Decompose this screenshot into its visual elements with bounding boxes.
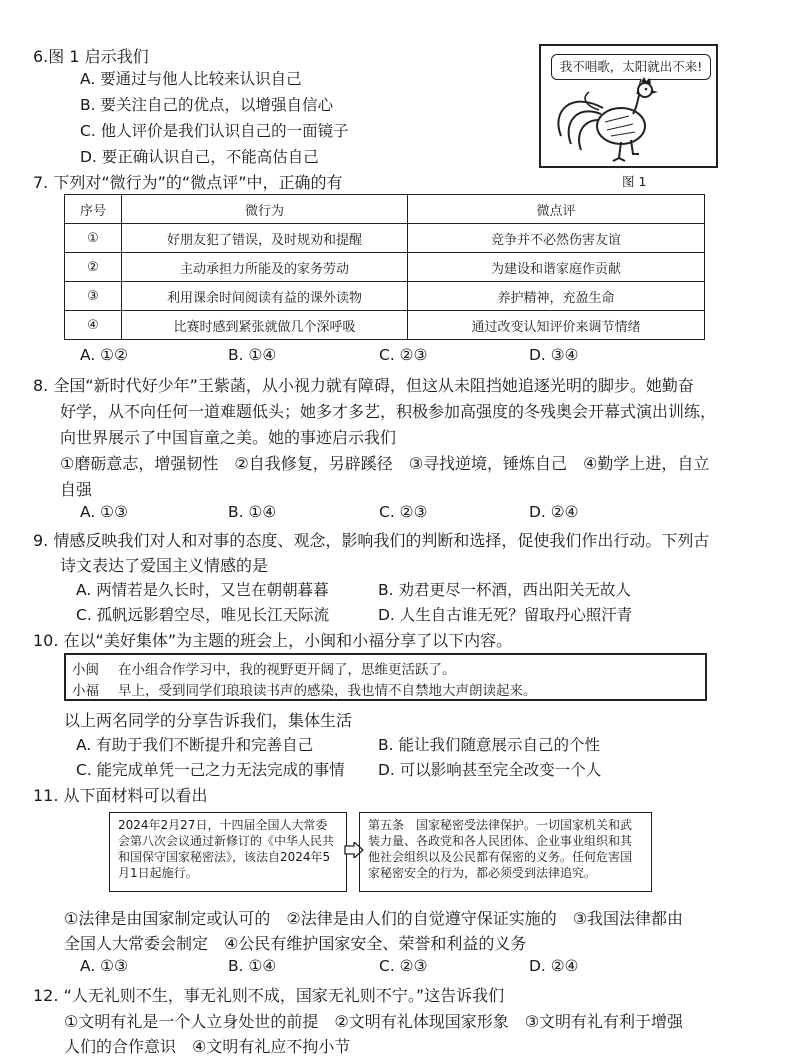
speech-xiaomin: 在小组合作学习中，我的视野更开阔了，思维更活跃了。 — [118, 662, 456, 678]
cell-comment: 竞争并不必然伤害友谊 — [408, 224, 705, 253]
cell-number: ① — [65, 224, 122, 253]
q8-line-2: 好学，从不向任何一道难题低头；她多才多艺，积极参加高强度的冬残奥会开幕式演出训练， — [60, 402, 717, 421]
q8-choice-d: D. ②④ — [529, 503, 579, 521]
q9-line-1: 9. 情感反映我们对人和对事的态度、观念，影响我们的判断和选择，促使我们作出行动。下列古 — [33, 531, 710, 550]
speech-xiaofu: 早上，受到同学们琅琅读书声的感染，我也情不自禁地大声朗读起来。 — [118, 683, 537, 699]
q9-option-b: B. 劝君更尽一杯酒，西出阳关无故人 — [378, 581, 631, 599]
cell-behavior: 利用课余时间阅读有益的课外读物 — [122, 282, 408, 311]
speech-bubble: 我不唱歌，太阳就出不来! — [551, 54, 711, 80]
q9-option-a: A. 两情若是久长时，又岂在朝朝暮暮 — [76, 581, 329, 599]
speaker-xiaofu: 小福 — [72, 683, 99, 699]
q12-statements-1: ①文明有礼是一个人立身处世的前提 ②文明有礼体现国家形象 ③文明有礼有利于增强 — [64, 1012, 684, 1031]
q8-choice-b: B. ①④ — [228, 503, 277, 521]
rooster-illustration — [541, 46, 716, 166]
q6-option-c: C. 他人评价是我们认识自己的一面镜子 — [80, 122, 349, 140]
q7-choice-c: C. ②③ — [379, 346, 428, 364]
q12-statements-2: 人们的合作意识 ④文明有礼应不拘小节 — [64, 1037, 351, 1056]
figure-1-cartoon — [539, 44, 718, 168]
q10-quote-box — [64, 653, 707, 701]
speaker-xiaomin: 小闽 — [72, 662, 99, 678]
cell-behavior: 比赛时感到紧张就做几个深呼吸 — [122, 311, 408, 340]
q9-line-2: 诗文表达了爱国主义情感的是 — [60, 556, 269, 575]
header-comment: 微点评 — [408, 195, 705, 224]
q11-statements-2: 全国人大常委会制定 ④公民有维护国家安全、荣誉和利益的义务 — [64, 934, 527, 953]
table-row — [65, 282, 705, 311]
table-row — [65, 224, 705, 253]
cell-behavior: 好朋友犯了错误，及时规劝和提醒 — [122, 224, 408, 253]
q7-choice-a: A. ①② — [80, 346, 128, 364]
q10-option-a: A. 有助于我们不断提升和完善自己 — [76, 736, 314, 754]
figure-caption: 图 1 — [622, 174, 647, 189]
q6-option-b: B. 要关注自己的优点，以增强自信心 — [80, 96, 333, 114]
q11-choice-d: D. ②④ — [529, 957, 579, 975]
q8-statements-1: ①磨砺意志，增强韧性 ②自我修复，另辟蹊径 ③寻找逆境，锤炼自己 ④勤学上进，自立 — [60, 454, 710, 473]
q9-option-d: D. 人生自古谁无死？留取丹心照汗青 — [378, 606, 633, 624]
cell-number: ② — [65, 253, 122, 282]
q9-option-c: C. 孤帆远影碧空尽，唯见长江天际流 — [76, 606, 330, 624]
header-behavior: 微行为 — [122, 195, 408, 224]
q10-option-b: B. 能让我们随意展示自己的个性 — [378, 736, 600, 754]
q6-option-d: D. 要正确认识自己，不能高估自己 — [80, 148, 319, 166]
q12-stem: 12. “人无礼则不生，事无礼则不成，国家无礼则不宁。”这告诉我们 — [33, 986, 505, 1005]
table-row — [65, 253, 705, 282]
q7-stem: 7. 下列对“微行为”的“微点评”中，正确的有 — [33, 173, 343, 192]
cell-number: ③ — [65, 282, 122, 311]
q11-choice-c: C. ②③ — [379, 957, 428, 975]
q11-choice-a: A. ①③ — [80, 957, 128, 975]
cell-comment: 通过改变认知评价来调节情绪 — [408, 311, 705, 340]
q7-choice-b: B. ①④ — [228, 346, 277, 364]
q10-lead: 以上两名同学的分享告诉我们，集体生活 — [64, 711, 353, 730]
q10-option-c: C. 能完成单凭一己之力无法完成的事情 — [76, 761, 345, 779]
q6-option-a: A. 要通过与他人比较来认识自己 — [80, 70, 302, 88]
header-number: 序号 — [65, 195, 122, 224]
q10-option-d: D. 可以影响甚至完全改变一个人 — [378, 761, 602, 779]
q8-line-3: 向世界展示了中国盲童之美。她的事迹启示我们 — [60, 428, 397, 447]
q7-table — [64, 194, 705, 340]
q7-choice-d: D. ③④ — [529, 346, 579, 364]
q8-choice-a: A. ①③ — [80, 503, 128, 521]
q8-statements-2: 自强 — [60, 480, 93, 499]
q8-line-1: 8. 全国“新时代好少年”王紫菡，从小视力就有障碍，但这从未阻挡她追逐光明的脚步。她勤奋 — [33, 376, 694, 395]
q10-stem: 10. 在以“美好集体”为主题的班会上，小闽和小福分享了以下内容。 — [33, 631, 513, 650]
q8-choice-c: C. ②③ — [379, 503, 428, 521]
q11-choice-b: B. ①④ — [228, 957, 277, 975]
table-row — [65, 311, 705, 340]
cell-comment: 养护精神，充盈生命 — [408, 282, 705, 311]
q11-statements-1: ①法律是由国家制定或认可的 ②法律是由人们的自觉遵守保证实施的 ③我国法律都由 — [64, 909, 684, 928]
q11-stem: 11. 从下面材料可以看出 — [33, 786, 208, 805]
cell-comment: 为建设和谐家庭作贡献 — [408, 253, 705, 282]
table-header-row — [65, 195, 705, 224]
q11-material-right: 第五条 国家秘密受法律保护。一切国家机关和武装力量、各政党和各人民团体、企业事业组织和其他社会组织以及公民都有保密的义务。任何危害国家秘密安全的行为，都必须受到法律追究。 — [359, 812, 652, 892]
q11-material-left: 2024年2月27日，十四届全国人大常委会第八次会议通过新修订的《中华人民共和国保守国家秘密法》，该法自2024年5月1日起施行。 — [109, 812, 347, 892]
q6-stem: 6.图 1 启示我们 — [33, 47, 149, 66]
cell-behavior: 主动承担力所能及的家务劳动 — [122, 253, 408, 282]
cell-number: ④ — [65, 311, 122, 340]
